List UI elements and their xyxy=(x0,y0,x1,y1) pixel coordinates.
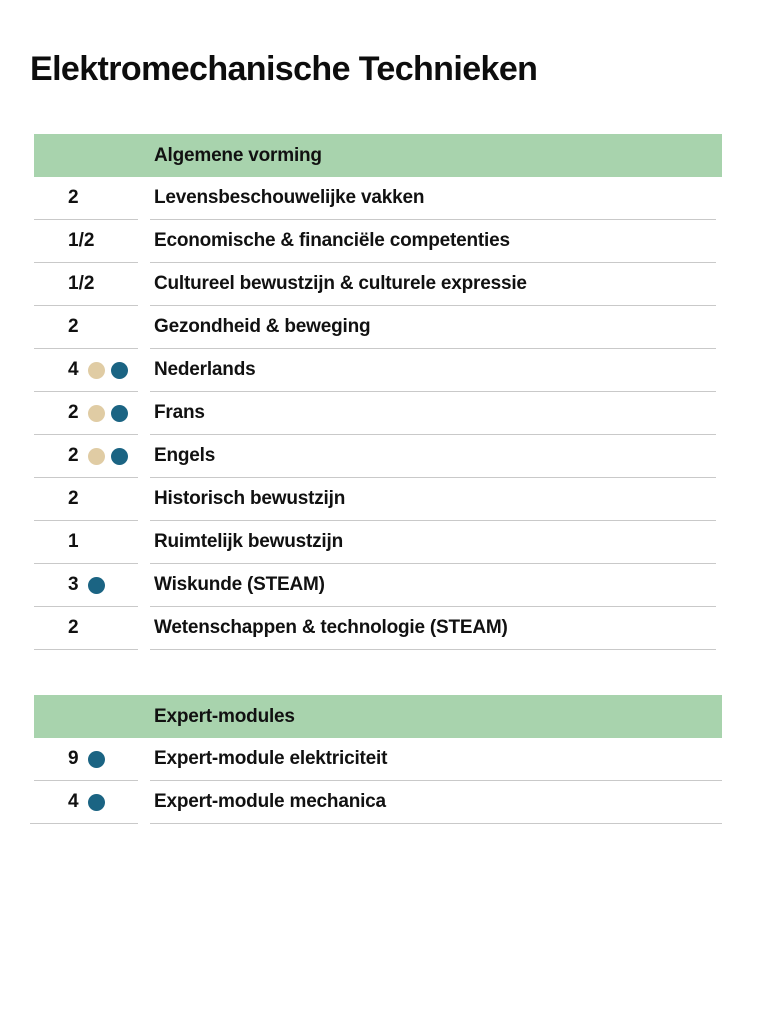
table-row xyxy=(34,478,722,521)
course-label: Nederlands xyxy=(150,349,716,392)
hours-value: 2 xyxy=(68,617,79,638)
table-row xyxy=(34,263,722,306)
hours-cell xyxy=(34,478,138,521)
section-expert-modules xyxy=(34,695,722,824)
hours-value: 2 xyxy=(68,445,79,466)
course-label: Expert-module mechanica xyxy=(150,781,722,824)
hours-value: 3 xyxy=(68,574,79,595)
table-row xyxy=(34,607,722,650)
beige-dot-icon xyxy=(88,405,105,422)
hours-cell xyxy=(30,781,138,824)
blue-dot-icon xyxy=(111,362,128,379)
blue-dot-icon xyxy=(111,405,128,422)
hours-cell xyxy=(34,607,138,650)
hours-value: 1/2 xyxy=(68,273,95,294)
beige-dot-icon xyxy=(88,448,105,465)
course-label: Historisch bewustzijn xyxy=(150,478,716,521)
table-row xyxy=(34,521,722,564)
hours-value: 2 xyxy=(68,187,79,208)
hours-value: 4 xyxy=(68,791,79,812)
hours-value: 2 xyxy=(68,402,79,423)
blue-dot-icon xyxy=(88,794,105,811)
hours-cell xyxy=(34,738,138,781)
blue-dot-icon xyxy=(88,751,105,768)
table-row xyxy=(34,306,722,349)
hours-cell xyxy=(34,521,138,564)
blue-dot-icon xyxy=(88,577,105,594)
course-label: Wetenschappen & technologie (STEAM) xyxy=(150,607,716,650)
beige-dot-icon xyxy=(88,362,105,379)
course-label: Economische & financiële competenties xyxy=(150,220,716,263)
table-row xyxy=(34,177,722,220)
hours-value: 1 xyxy=(68,531,79,552)
course-list xyxy=(34,177,722,650)
hours-value: 1/2 xyxy=(68,230,95,251)
course-label: Expert-module elektriciteit xyxy=(150,738,722,781)
course-label: Wiskunde (STEAM) xyxy=(150,564,716,607)
course-label: Cultureel bewustzijn & culturele expressie xyxy=(150,263,716,306)
table-row xyxy=(34,781,722,824)
table-row xyxy=(34,392,722,435)
hours-cell xyxy=(34,306,138,349)
blue-dot-icon xyxy=(111,448,128,465)
hours-value: 2 xyxy=(68,488,79,509)
section-header-label: Expert-modules xyxy=(154,705,295,727)
hours-cell xyxy=(34,177,138,220)
table-row xyxy=(34,220,722,263)
course-label: Frans xyxy=(150,392,716,435)
hours-cell xyxy=(34,263,138,306)
section-header-label: Algemene vorming xyxy=(154,144,322,166)
table-row xyxy=(34,349,722,392)
table-row xyxy=(34,564,722,607)
hours-value: 9 xyxy=(68,748,79,769)
hours-cell xyxy=(34,564,138,607)
table-row xyxy=(34,435,722,478)
section-header xyxy=(34,695,722,738)
course-list xyxy=(34,738,722,824)
hours-cell xyxy=(34,349,138,392)
hours-value: 2 xyxy=(68,316,79,337)
page-title: Elektromechanische Technieken xyxy=(30,50,538,88)
section-header xyxy=(34,134,722,177)
course-label: Levensbeschouwelijke vakken xyxy=(150,177,716,220)
hours-cell xyxy=(34,392,138,435)
table-row xyxy=(34,738,722,781)
course-label: Ruimtelijk bewustzijn xyxy=(150,521,716,564)
hours-cell xyxy=(34,220,138,263)
hours-cell xyxy=(34,435,138,478)
course-label: Gezondheid & beweging xyxy=(150,306,716,349)
hours-value: 4 xyxy=(68,359,79,380)
course-label: Engels xyxy=(150,435,716,478)
section-algemene-vorming xyxy=(34,134,722,650)
